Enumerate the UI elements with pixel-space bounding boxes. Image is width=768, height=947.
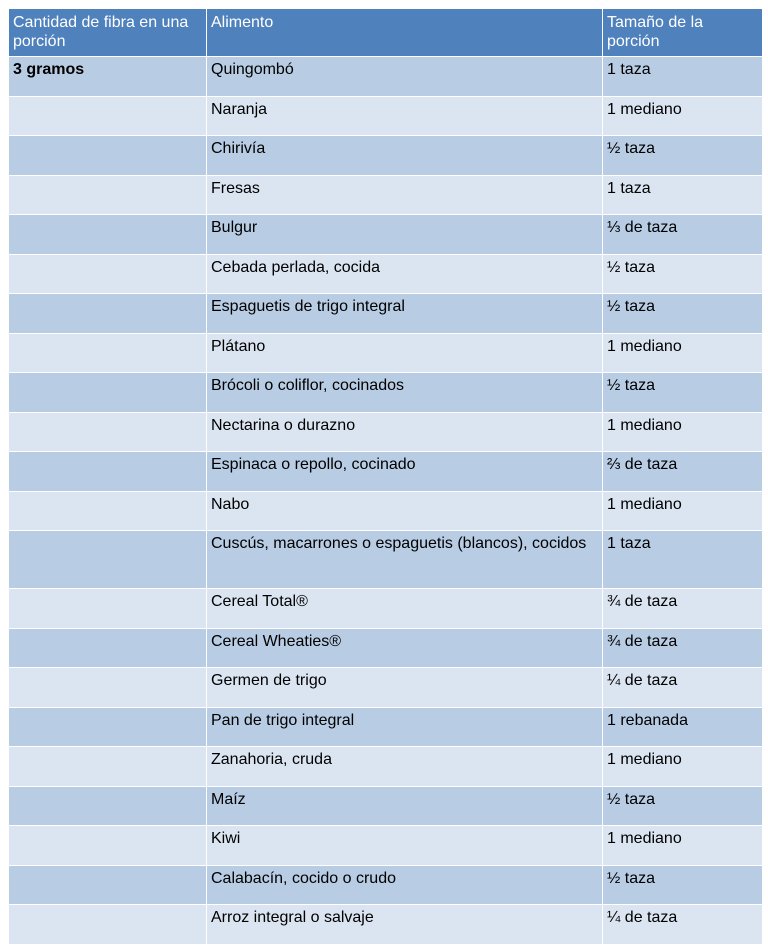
size-cell: ½ taza: [603, 865, 763, 905]
amount-cell: [9, 136, 207, 176]
size-cell: 1 rebanada: [603, 707, 763, 747]
food-cell: Quingombó: [207, 57, 603, 97]
table-row: [9, 707, 763, 747]
food-cell: Espinaca o repollo, cocinado: [207, 452, 603, 492]
size-cell: ½ taza: [603, 373, 763, 413]
amount-cell: [9, 333, 207, 373]
size-cell: 1 taza: [603, 175, 763, 215]
food-cell: Espaguetis de trigo integral: [207, 294, 603, 334]
table-row: [9, 136, 763, 176]
size-cell: 1 taza: [603, 57, 763, 97]
food-cell: Naranja: [207, 96, 603, 136]
amount-cell: [9, 373, 207, 413]
table-row: [9, 668, 763, 708]
table-row: [9, 96, 763, 136]
food-cell: Germen de trigo: [207, 668, 603, 708]
table-row: [9, 865, 763, 905]
food-cell: Bulgur: [207, 215, 603, 255]
food-cell: Cereal Total®: [207, 589, 603, 629]
amount-cell: [9, 747, 207, 787]
amount-cell: [9, 905, 207, 945]
food-cell: Maíz: [207, 786, 603, 826]
food-cell: Fresas: [207, 175, 603, 215]
size-cell: ½ taza: [603, 294, 763, 334]
table-row: [9, 175, 763, 215]
table-row: [9, 747, 763, 787]
table-body: [9, 57, 763, 945]
size-cell: ⅓ de taza: [603, 215, 763, 255]
header-food: Alimento: [207, 9, 603, 57]
table-row: [9, 215, 763, 255]
table-row: [9, 57, 763, 97]
table-row: [9, 491, 763, 531]
size-cell: 1 mediano: [603, 412, 763, 452]
table-row: [9, 412, 763, 452]
amount-cell: [9, 96, 207, 136]
table-row: [9, 294, 763, 334]
table-row: [9, 905, 763, 945]
table-row: [9, 628, 763, 668]
size-cell: ¼ de taza: [603, 668, 763, 708]
food-cell: Arroz integral o salvaje: [207, 905, 603, 945]
size-cell: 1 mediano: [603, 333, 763, 373]
header-amount: Cantidad de fibra en una porción: [9, 9, 207, 57]
size-cell: ¾ de taza: [603, 628, 763, 668]
size-cell: 1 taza: [603, 531, 763, 589]
fiber-table: [8, 8, 763, 945]
table-row: [9, 531, 763, 589]
size-cell: ½ taza: [603, 136, 763, 176]
amount-cell: [9, 491, 207, 531]
food-cell: Pan de trigo integral: [207, 707, 603, 747]
header-row: [9, 9, 763, 57]
amount-cell: [9, 865, 207, 905]
size-cell: 1 mediano: [603, 96, 763, 136]
food-cell: Nectarina o durazno: [207, 412, 603, 452]
food-cell: Cuscús, macarrones o espaguetis (blancos), cocidos: [207, 531, 603, 589]
table-header: [9, 9, 763, 57]
table-row: [9, 333, 763, 373]
table-row: [9, 452, 763, 492]
size-cell: ½ taza: [603, 254, 763, 294]
amount-cell: [9, 786, 207, 826]
amount-cell: [9, 668, 207, 708]
food-cell: Plátano: [207, 333, 603, 373]
amount-cell: [9, 294, 207, 334]
food-cell: Cebada perlada, cocida: [207, 254, 603, 294]
amount-cell: [9, 531, 207, 589]
amount-cell: [9, 215, 207, 255]
size-cell: ¾ de taza: [603, 589, 763, 629]
food-cell: Calabacín, cocido o crudo: [207, 865, 603, 905]
table-row: [9, 589, 763, 629]
table-row: [9, 826, 763, 866]
size-cell: 1 mediano: [603, 491, 763, 531]
size-cell: 1 mediano: [603, 826, 763, 866]
amount-cell: [9, 707, 207, 747]
header-size: Tamaño de la porción: [603, 9, 763, 57]
size-cell: ½ taza: [603, 786, 763, 826]
size-cell: ⅔ de taza: [603, 452, 763, 492]
amount-cell: [9, 175, 207, 215]
amount-cell: [9, 412, 207, 452]
food-cell: Cereal Wheaties®: [207, 628, 603, 668]
food-cell: Brócoli o coliflor, cocinados: [207, 373, 603, 413]
amount-cell: [9, 254, 207, 294]
amount-cell: [9, 826, 207, 866]
amount-cell: [9, 589, 207, 629]
amount-cell: [9, 628, 207, 668]
table-row: [9, 786, 763, 826]
food-cell: Zanahoria, cruda: [207, 747, 603, 787]
table-row: [9, 373, 763, 413]
food-cell: Nabo: [207, 491, 603, 531]
amount-cell: [9, 452, 207, 492]
size-cell: ¼ de taza: [603, 905, 763, 945]
amount-cell: 3 gramos: [9, 57, 207, 97]
table-row: [9, 254, 763, 294]
food-cell: Kiwi: [207, 826, 603, 866]
food-cell: Chirivía: [207, 136, 603, 176]
size-cell: 1 mediano: [603, 747, 763, 787]
